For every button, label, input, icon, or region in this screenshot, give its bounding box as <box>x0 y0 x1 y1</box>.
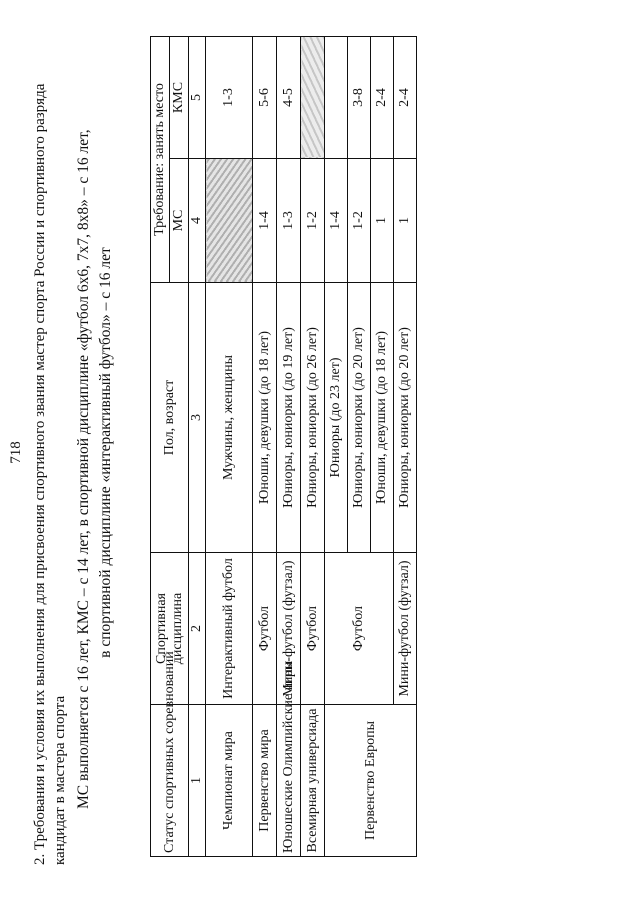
header-status: Статус спортивных соревнований <box>151 705 189 857</box>
ms-cell: 1-2 <box>348 159 371 283</box>
status-cell: Чемпионат мира <box>206 705 253 857</box>
ms-cell: 1-4 <box>253 159 277 283</box>
page-number: 718 <box>8 441 24 464</box>
table-row <box>206 37 253 857</box>
kms-cell: 1-3 <box>206 37 253 159</box>
sex-age-cell: Юниоры (до 23 лет) <box>325 283 348 553</box>
status-cell: Всемирная универсиада <box>301 705 325 857</box>
age-note-line-2: в спортивной дисциплине «интерактивный футбол» – с 16 лет <box>97 247 114 658</box>
status-cell: Первенство мира <box>253 705 277 857</box>
kms-cell: 5-6 <box>253 37 277 159</box>
status-cell: Юношеские Олимпийские игры <box>277 705 301 857</box>
sex-age-cell: Юниоры, юниорки (до 20 лет) <box>348 283 371 553</box>
kms-cell-shaded <box>301 37 325 159</box>
column-index: 3 <box>189 283 206 553</box>
sex-age-cell: Юноши, девушки (до 18 лет) <box>253 283 277 553</box>
kms-cell: 3-8 <box>348 37 371 159</box>
header-requirement: Требование: занять место <box>151 37 170 283</box>
section-heading: 2. Требования и условия их выполнения для присвоения спортивного звания мастер спорта России и спортивного разряда кандидат в мастера спорта <box>32 83 68 865</box>
column-index: 1 <box>189 705 206 857</box>
header-discipline: Спортивная дисциплина <box>151 553 189 705</box>
sex-age-cell: Юниоры, юниорки (до 20 лет) <box>394 283 417 553</box>
column-index: 4 <box>189 159 206 283</box>
sex-age-cell: Юноши, девушки (до 18 лет) <box>371 283 394 553</box>
table-row <box>277 37 301 857</box>
requirements-table <box>150 36 417 857</box>
sex-age-cell: Мужчины, женщины <box>206 283 253 553</box>
ms-cell: 1-4 <box>325 159 348 283</box>
discipline-cell: Мини-футбол (футзал) <box>277 553 301 705</box>
kms-cell: 2-4 <box>394 37 417 159</box>
kms-cell <box>325 37 348 159</box>
ms-cell-shaded <box>206 159 253 283</box>
discipline-cell: Футбол <box>301 553 325 705</box>
discipline-cell: Футбол <box>325 553 394 705</box>
table-row <box>253 37 277 857</box>
ms-cell: 1 <box>371 159 394 283</box>
table-header-row <box>151 37 170 857</box>
table-row <box>325 37 348 857</box>
header-kms: КМС <box>170 37 189 159</box>
kms-cell: 2-4 <box>371 37 394 159</box>
discipline-cell: Футбол <box>253 553 277 705</box>
discipline-cell: Мини-футбол (футзал) <box>394 553 417 705</box>
sex-age-cell: Юниоры, юниорки (до 26 лет) <box>301 283 325 553</box>
column-index-row <box>189 37 206 857</box>
ms-cell: 1-2 <box>301 159 325 283</box>
column-index: 2 <box>189 553 206 705</box>
header-sex-age: Пол, возраст <box>151 283 189 553</box>
ms-cell: 1 <box>394 159 417 283</box>
kms-cell: 4-5 <box>277 37 301 159</box>
discipline-cell: Интерактивный футбол <box>206 553 253 705</box>
status-cell: Первенство Европы <box>325 705 417 857</box>
column-index: 5 <box>189 37 206 159</box>
sex-age-cell: Юниоры, юниорки (до 19 лет) <box>277 283 301 553</box>
ms-cell: 1-3 <box>277 159 301 283</box>
age-note-line-1: МС выполняется с 16 лет, КМС – с 14 лет, в спортивной дисциплине «футбол 6х6, 7х7, 8х8» – с 16 лет, <box>75 129 92 809</box>
header-ms: МС <box>170 159 189 283</box>
table-row <box>301 37 325 857</box>
